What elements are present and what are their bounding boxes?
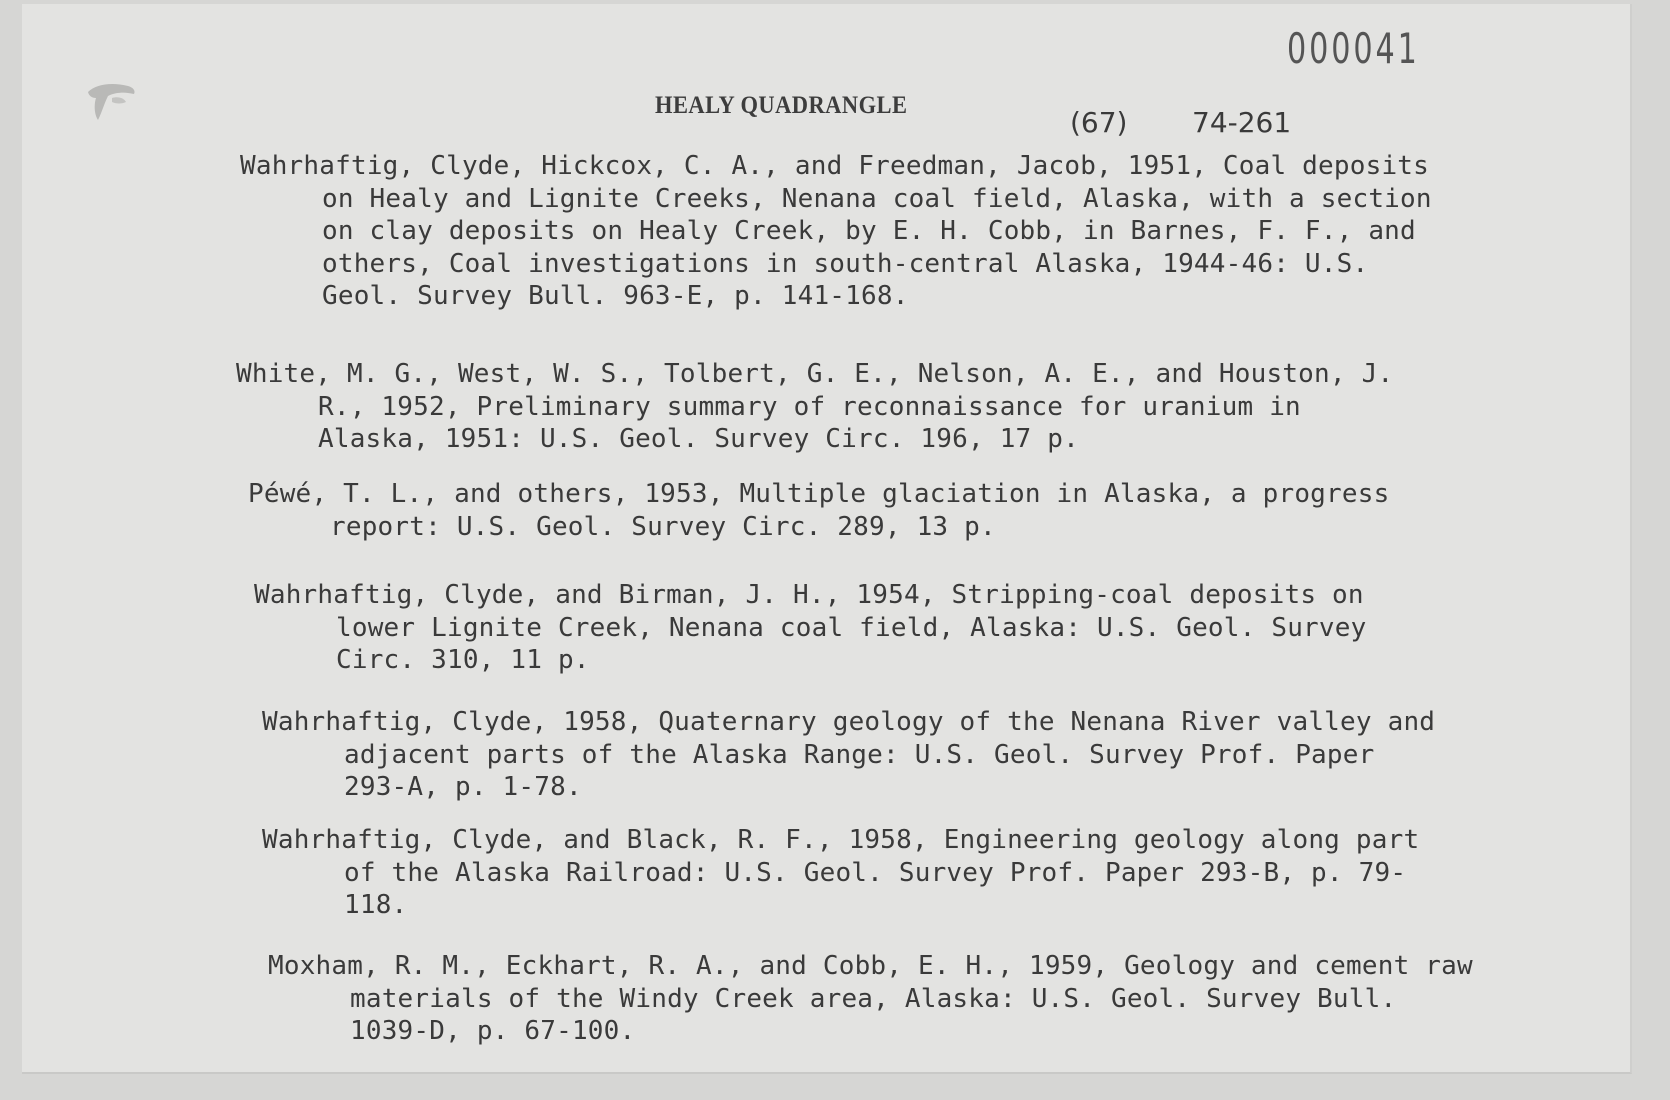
reference-card bbox=[22, 4, 1632, 1074]
bibliography-entry: Wahrhaftig, Clyde, 1958, Quaternary geology of the Nenana River valley and adjacent parts of the Alaska Range: U.S. Geol. Survey Prof. Paper 293-A, p. 1-78. bbox=[262, 707, 1436, 802]
bibliography-entry: White, M. G., West, W. S., Tolbert, G. E., Nelson, A. E., and Houston, J. R., 1952, Preliminary summary of reconnaissance for uranium in Alaska, 1951: U.S. Geol. Survey Circ. 196, 17 p. bbox=[236, 359, 1394, 454]
bibliography-entry: Péwé, T. L., and others, 1953, Multiple glaciation in Alaska, a progress report: U.S. Geol. Survey Circ. 289, 13 p. bbox=[248, 479, 1390, 542]
card-heading bbox=[22, 92, 1630, 139]
bibliography-entry: Moxham, R. M., Eckhart, R. A., and Cobb, E. H., 1959, Geology and cement raw materials of the Windy Creek area, Alaska: U.S. Geol. Survey Bull. 1039-D, p. 67-100. bbox=[268, 951, 1473, 1046]
bibliography-entry: Wahrhaftig, Clyde, and Birman, J. H., 1954, Stripping-coal deposits on lower Lignite Creek, Nenana coal field, Alaska: U.S. Geol. Survey Circ. 310, 11 p. bbox=[254, 580, 1367, 675]
card-number: (67) bbox=[1070, 106, 1128, 139]
bibliography-entry: Wahrhaftig, Clyde, Hickcox, C. A., and Freedman, Jacob, 1951, Coal deposits on Healy and Lignite Creeks, Nenana coal field, Alaska, with a section on clay deposits on Healy Creek, by E. H. Cobb, in Barnes, F. F., and others, Coal investigations in south-central Alaska, 1944-46: U.S. Geol. Survey Bull. 963-E, p. 141-168. bbox=[240, 151, 1432, 311]
quadrangle-title: HEALY QUADRANGLE bbox=[655, 92, 908, 119]
bibliography-entry: Wahrhaftig, Clyde, and Black, R. F., 1958, Engineering geology along part of the Alaska Railroad: U.S. Geol. Survey Prof. Paper 293-B, p. 79-118. bbox=[262, 825, 1420, 920]
card-code: 74-261 bbox=[1192, 106, 1292, 139]
serial-number: 000041 bbox=[1287, 24, 1420, 73]
